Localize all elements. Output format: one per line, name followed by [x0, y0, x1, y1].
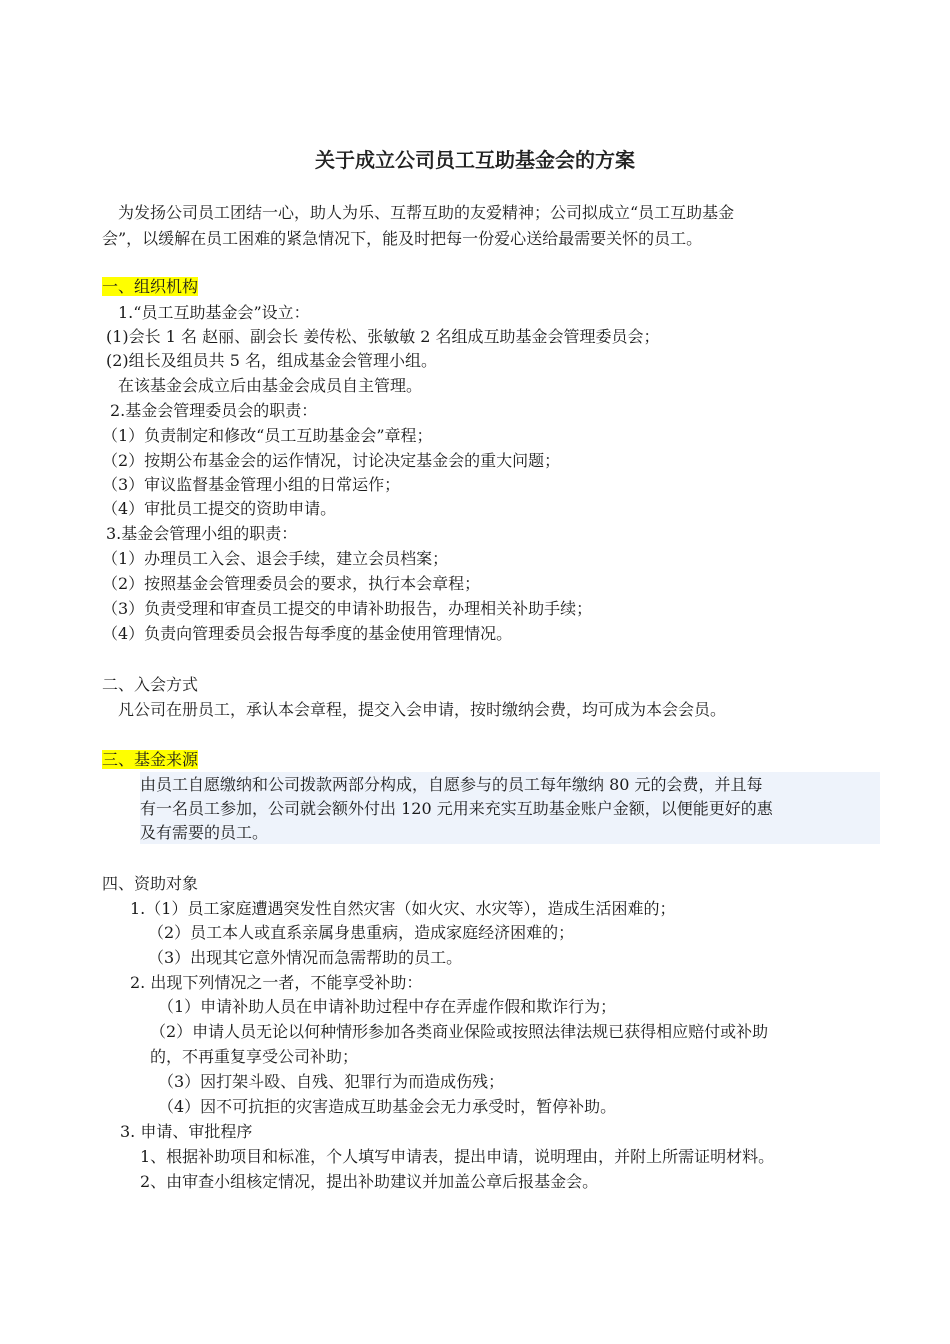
sec3-line: 有一名员工参加，公司就会额外付出 120 元用来充实互助基金账户金额，以便能更好的惠 — [140, 799, 773, 818]
sec1-line: （2）按期公布基金会的运作情况，讨论决定基金会的重大问题； — [102, 451, 561, 470]
sec1-line: （3）负责受理和审查员工提交的申请补助报告，办理相关补助手续； — [102, 599, 593, 618]
sec1-line: (2)组长及组员共 5 名，组成基金会管理小组。 — [106, 351, 438, 370]
intro-line-1: 为发扬公司员工团结一心，助人为乐、互帮互助的友爱精神；公司拟成立“员工互助基金 — [118, 203, 735, 222]
sec1-line: 在该基金会成立后由基金会成员自主管理。 — [118, 376, 423, 395]
sec1-line: 3.基金会管理小组的职责： — [106, 524, 298, 543]
sec2-text: 凡公司在册员工，承认本会章程，提交入会申请，按时缴纳会费，均可成为本会会员。 — [118, 700, 727, 719]
sec1-line: (1)会长 1 名 赵丽、副会长 姜传松、张敏敏 2 名组成互助基金会管理委员会； — [106, 327, 660, 346]
sec4-line: 1、根据补助项目和标准，个人填写申请表，提出申请，说明理由，并附上所需证明材料。 — [140, 1147, 775, 1166]
sec4-line: （1）申请补助人员在申请补助过程中存在弄虚作假和欺诈行为； — [158, 997, 617, 1016]
document-title: 关于成立公司员工互助基金会的方案 — [315, 148, 635, 172]
sec4-line: 2. 出现下列情况之一者，不能享受补助： — [130, 973, 423, 992]
sec4-line: （3）出现其它意外情况而急需帮助的员工。 — [148, 948, 463, 967]
sec1-line: （3）审议监督基金管理小组的日常运作； — [102, 475, 401, 494]
sec4-line: （3）因打架斗殴、自残、犯罪行为而造成伤残； — [158, 1072, 505, 1091]
sec1-line: （2）按照基金会管理委员会的要求，执行本会章程； — [102, 574, 481, 593]
sec1-line: （1）办理员工入会、退会手续，建立会员档案； — [102, 549, 449, 568]
sec1-line: （4）负责向管理委员会报告每季度的基金使用管理情况。 — [102, 624, 513, 643]
sec4-line: 2、由审查小组核定情况，提出补助建议并加盖公章后报基金会。 — [140, 1172, 599, 1191]
section-3-heading: 三、基金来源 — [102, 750, 199, 769]
sec4-line: 3. 申请、审批程序 — [120, 1122, 253, 1141]
intro-line-2: 会”，以缓解在员工困难的紧急情况下，能及时把每一份爱心送给最需要关怀的员工。 — [102, 229, 703, 248]
section-2-heading: 二、入会方式 — [102, 675, 199, 694]
sec4-line: （4）因不可抗拒的灾害造成互助基金会无力承受时，暂停补助。 — [158, 1097, 617, 1116]
sec4-line: （2）员工本人或直系亲属身患重病，造成家庭经济困难的； — [148, 923, 575, 942]
sec1-line: （4）审批员工提交的资助申请。 — [102, 499, 337, 518]
sec4-line: 1.（1）员工家庭遭遇突发性自然灾害（如火灾、水灾等），造成生活困难的； — [130, 899, 676, 918]
section-1-heading: 一、组织机构 — [102, 277, 199, 296]
sec1-line: （1）负责制定和修改“员工互助基金会”章程； — [102, 426, 433, 445]
sec4-line: 的，不再重复享受公司补助； — [150, 1047, 359, 1066]
sec1-line: 1.“员工互助基金会”设立： — [118, 303, 310, 322]
sec4-line: （2）申请人员无论以何种情形参加各类商业保险或按照法律法规已获得相应赔付或补助 — [150, 1022, 769, 1041]
sec3-line: 由员工自愿缴纳和公司拨款两部分构成，自愿参与的员工每年缴纳 80 元的会费，并且每 — [140, 775, 763, 794]
section-4-heading: 四、资助对象 — [102, 874, 199, 893]
sec3-line: 及有需要的员工。 — [140, 823, 269, 842]
sec1-line: 2.基金会管理委员会的职责： — [110, 401, 318, 420]
